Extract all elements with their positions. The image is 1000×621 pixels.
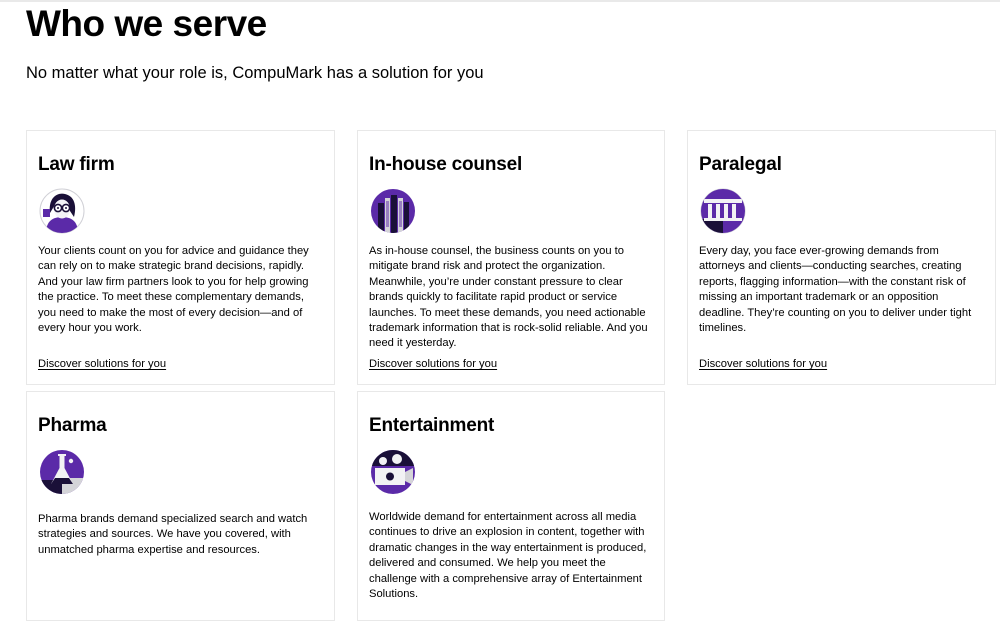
card-entertainment bbox=[357, 391, 665, 621]
lab-flask-icon bbox=[38, 448, 86, 496]
card-title: Paralegal bbox=[699, 154, 782, 175]
page-subtitle: No matter what your role is, CompuMark has a solution for you bbox=[26, 64, 484, 82]
card-title: In-house counsel bbox=[369, 154, 523, 175]
card-description: Your clients count on you for advice and guidance they can rely on to make strategic brand decisions, rapidly. And your law firm partners look to you for help growing the practice. To meet these complementary demands, you need to make the most of every decision—and of every hour you work. bbox=[38, 245, 309, 335]
card-law-firm bbox=[26, 130, 335, 385]
card-title: Entertainment bbox=[369, 415, 495, 436]
card-pharma bbox=[26, 391, 335, 621]
discover-solutions-link[interactable]: Discover solutions for you bbox=[369, 358, 498, 370]
courthouse-icon bbox=[699, 187, 747, 235]
film-camera-icon bbox=[369, 448, 417, 496]
card-in-house-counsel bbox=[357, 130, 665, 385]
page-title: Who we serve bbox=[26, 3, 267, 44]
discover-solutions-link[interactable]: Discover solutions for you bbox=[699, 358, 828, 370]
card-title: Law firm bbox=[38, 154, 115, 175]
corporate-buildings-icon bbox=[369, 187, 417, 235]
discover-solutions-link[interactable]: Discover solutions for you bbox=[38, 358, 167, 370]
card-description: Pharma brands demand specialized search and watch strategies and sources. We have you covered, with unmatched pharma expertise and resources. bbox=[38, 513, 308, 556]
card-description: Worldwide demand for entertainment across all media continues to drive an explosion in content, together with dramatic changes in the way entertainment is produced, delivered and consumed. We help you meet the challenge with a comprehensive array of Entertainment Solutions. bbox=[369, 511, 647, 601]
card-description: As in-house counsel, the business counts on you to mitigate brand risk and protect the organization. Meanwhile, you’re under constant pressure to clear brands quickly to facilitate rapid product or service launches. To meet these demands, you need actionable trademark information that is rock-solid reliable. And you need it yesterday. bbox=[369, 245, 648, 350]
card-title: Pharma bbox=[38, 415, 107, 436]
card-paralegal bbox=[687, 130, 996, 385]
card-description: Every day, you face ever-growing demands from attorneys and clients—conducting searches, creating reports, flagging information—with the constant risk of missing an important trademark or an opposition deadline. They’re counting on you to deliver under tight timelines. bbox=[699, 245, 972, 335]
attorney-avatar-icon bbox=[38, 187, 86, 235]
